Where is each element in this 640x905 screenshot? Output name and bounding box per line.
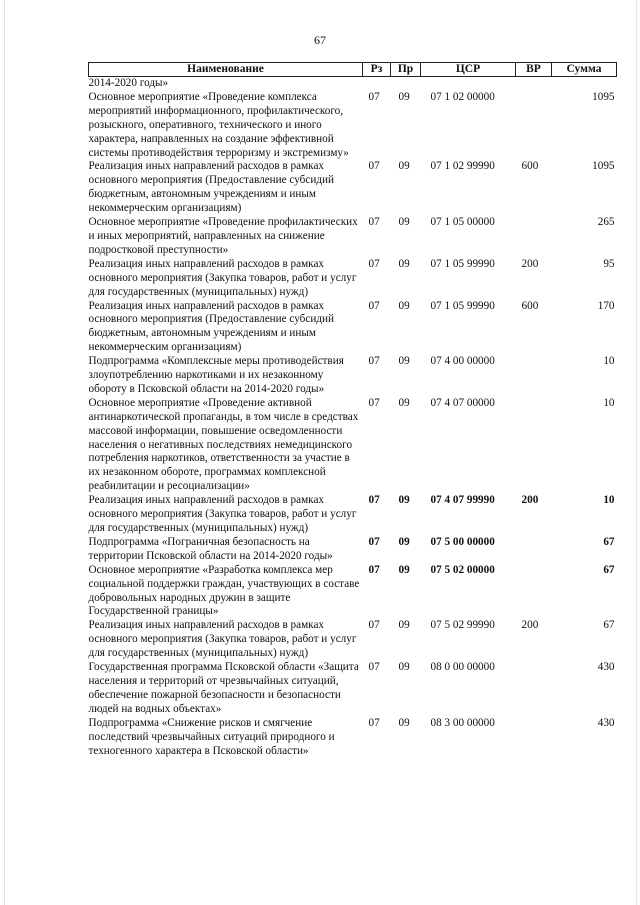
cell-csr: 07 5 02 99990 [430,619,495,632]
scan-edge-left [4,0,5,905]
table-row [89,397,617,494]
cell-rz: 07 [368,90,380,103]
cell-vr [516,91,552,161]
cell-sum: 170 [597,299,615,312]
table-row [89,564,617,620]
cell-sum: 10 [603,355,615,368]
table-row [89,77,617,91]
cell-rz: 07 [368,494,380,507]
cell-csr: 07 5 00 00000 [430,535,495,548]
cell-csr: 07 1 02 00000 [430,90,495,103]
cell-pr [391,77,421,91]
cell-sum: 430 [597,661,615,674]
header-name: Наименование [89,63,363,77]
cell-rz: 07 [368,257,380,270]
cell-rz: 07 [368,396,380,409]
cell-pr: 09 [398,216,410,229]
cell-sum: 95 [603,257,615,270]
header-rz: Рз [363,63,391,77]
cell-rz: 07 [368,716,380,729]
cell-vr: 200 [521,619,539,632]
cell-name: Государственная программа Псковской области «Защита населения и территорий от чрезвычайных ситуаций, обеспечение пожарной безопасности и безопасности людей на водных объектах» [88,661,359,715]
cell-name: Подпрограмма «Пограничная безопасность на территории Псковской области на 2014-2020 годы» [88,535,333,562]
table-row [89,536,617,564]
cell-vr: 600 [521,160,539,173]
table-row [89,160,617,216]
cell-csr: 07 5 02 00000 [430,563,495,576]
cell-name: Подпрограмма «Снижение рисков и смягчение последствий чрезвычайных ситуаций природного и техногенного характера в Псковской области» [88,716,335,757]
cell-sum: 1095 [592,90,615,103]
cell-csr: 07 4 00 00000 [430,355,495,368]
cell-rz: 07 [368,563,380,576]
cell-name: Подпрограмма «Комплексные меры противодействия злоупотреблению наркотиками и их незаконному обороту в Псковской области на 2014-2020 годы» [88,355,344,395]
cell-name: Основное мероприятие «Разработка комплекса мер социальной поддержки граждан, участвующих в составе добровольных народных дружин в защите Государственной границы» [88,563,360,618]
cell-csr: 07 1 05 99990 [430,257,495,270]
cell-sum: 10 [603,396,615,409]
cell-pr: 09 [398,299,410,312]
cell-name: Реализация иных направлений расходов в рамках основного мероприятия (Предоставление субсидий бюджетным, автономным учреждениям и иным некоммерческим организациям) [88,160,334,215]
cell-vr [516,536,552,564]
table-row [89,494,617,536]
cell-csr: 07 1 05 00000 [430,216,495,229]
cell-sum [552,77,617,91]
table-row [89,717,617,759]
header-vr: ВР [516,63,552,77]
cell-sum: 265 [597,216,615,229]
cell-pr: 09 [398,355,410,368]
cell-vr: 200 [521,257,539,270]
cell-name: Реализация иных направлений расходов в рамках основного мероприятия (Предоставление субсидий бюджетным, автономным учреждениям и иным некоммерческим организациям) [88,299,334,354]
cell-vr [516,216,552,258]
table-body [89,77,617,759]
cell-pr: 09 [398,563,410,576]
cell-pr: 09 [398,535,410,548]
cell-rz: 07 [368,299,380,312]
table-row [89,300,617,356]
cell-rz: 07 [368,160,380,173]
cell-sum: 67 [603,563,615,576]
cell-csr [421,77,516,91]
cell-vr [516,717,552,759]
cell-name: 2014-2020 годы» [88,77,169,89]
cell-csr: 07 1 05 99990 [430,299,495,312]
cell-pr: 09 [398,90,410,103]
cell-csr: 07 4 07 99990 [430,494,495,507]
cell-name: Основное мероприятие «Проведение комплекса мероприятий информационного, профилактического, розыскного, оперативного, технического и иного характера, направленных на создание эффективной системы противодействия терроризму и экстремизму» [88,90,349,159]
cell-sum: 1095 [592,160,615,173]
table-row [89,216,617,258]
cell-rz: 07 [368,619,380,632]
cell-pr: 09 [398,257,410,270]
budget-table [88,62,617,758]
cell-csr: 07 4 07 00000 [430,396,495,409]
table-row [89,619,617,661]
cell-name: Основное мероприятие «Проведение активной антинаркотической пропаганды, в том числе в средствах массовой информации, повышение осведомленности населения о негативных последствиях немедицинского потребления наркотиков, ответственности за участие в их незаконном обороте, программах комплексной реабилитации и ресоциализации» [88,396,359,493]
header-csr: ЦСР [421,63,516,77]
cell-sum: 67 [603,619,615,632]
cell-pr: 09 [398,661,410,674]
table-row [89,661,617,717]
cell-vr [516,661,552,717]
cell-rz [363,77,391,91]
cell-pr: 09 [398,619,410,632]
cell-rz: 07 [368,355,380,368]
cell-csr: 08 0 00 00000 [430,661,495,674]
table-header-row [89,63,617,77]
header-sum: Сумма [552,63,617,77]
cell-vr [516,397,552,494]
table-row [89,258,617,300]
cell-sum: 67 [603,535,615,548]
cell-csr: 07 1 02 99990 [430,160,495,173]
cell-name: Реализация иных направлений расходов в рамках основного мероприятия (Закупка товаров, работ и услуг для государственных (муниципальных) нужд) [88,619,357,660]
cell-name: Реализация иных направлений расходов в рамках основного мероприятия (Закупка товаров, работ и услуг для государственных (муниципальных) нужд) [88,257,357,298]
cell-vr [516,355,552,397]
cell-pr: 09 [398,716,410,729]
cell-vr [516,564,552,620]
cell-csr: 08 3 00 00000 [430,716,495,729]
cell-sum: 430 [597,716,615,729]
page-number: 67 [314,33,326,47]
cell-name: Реализация иных направлений расходов в рамках основного мероприятия (Закупка товаров, работ и услуг для государственных (муниципальных) нужд) [88,494,357,534]
cell-rz: 07 [368,216,380,229]
cell-vr: 200 [521,494,539,507]
table-row [89,355,617,397]
table-row [89,91,617,161]
cell-pr: 09 [398,160,410,173]
cell-pr: 09 [398,494,410,507]
cell-rz: 07 [368,661,380,674]
cell-rz: 07 [368,535,380,548]
cell-sum: 10 [603,494,615,507]
scan-edge-right [636,0,637,905]
cell-name: Основное мероприятие «Проведение профилактических и иных мероприятий, направленных на снижение подростковой преступности» [88,216,358,256]
cell-vr: 600 [521,299,539,312]
cell-pr: 09 [398,396,410,409]
cell-vr [516,77,552,91]
header-pr: Пр [391,63,421,77]
